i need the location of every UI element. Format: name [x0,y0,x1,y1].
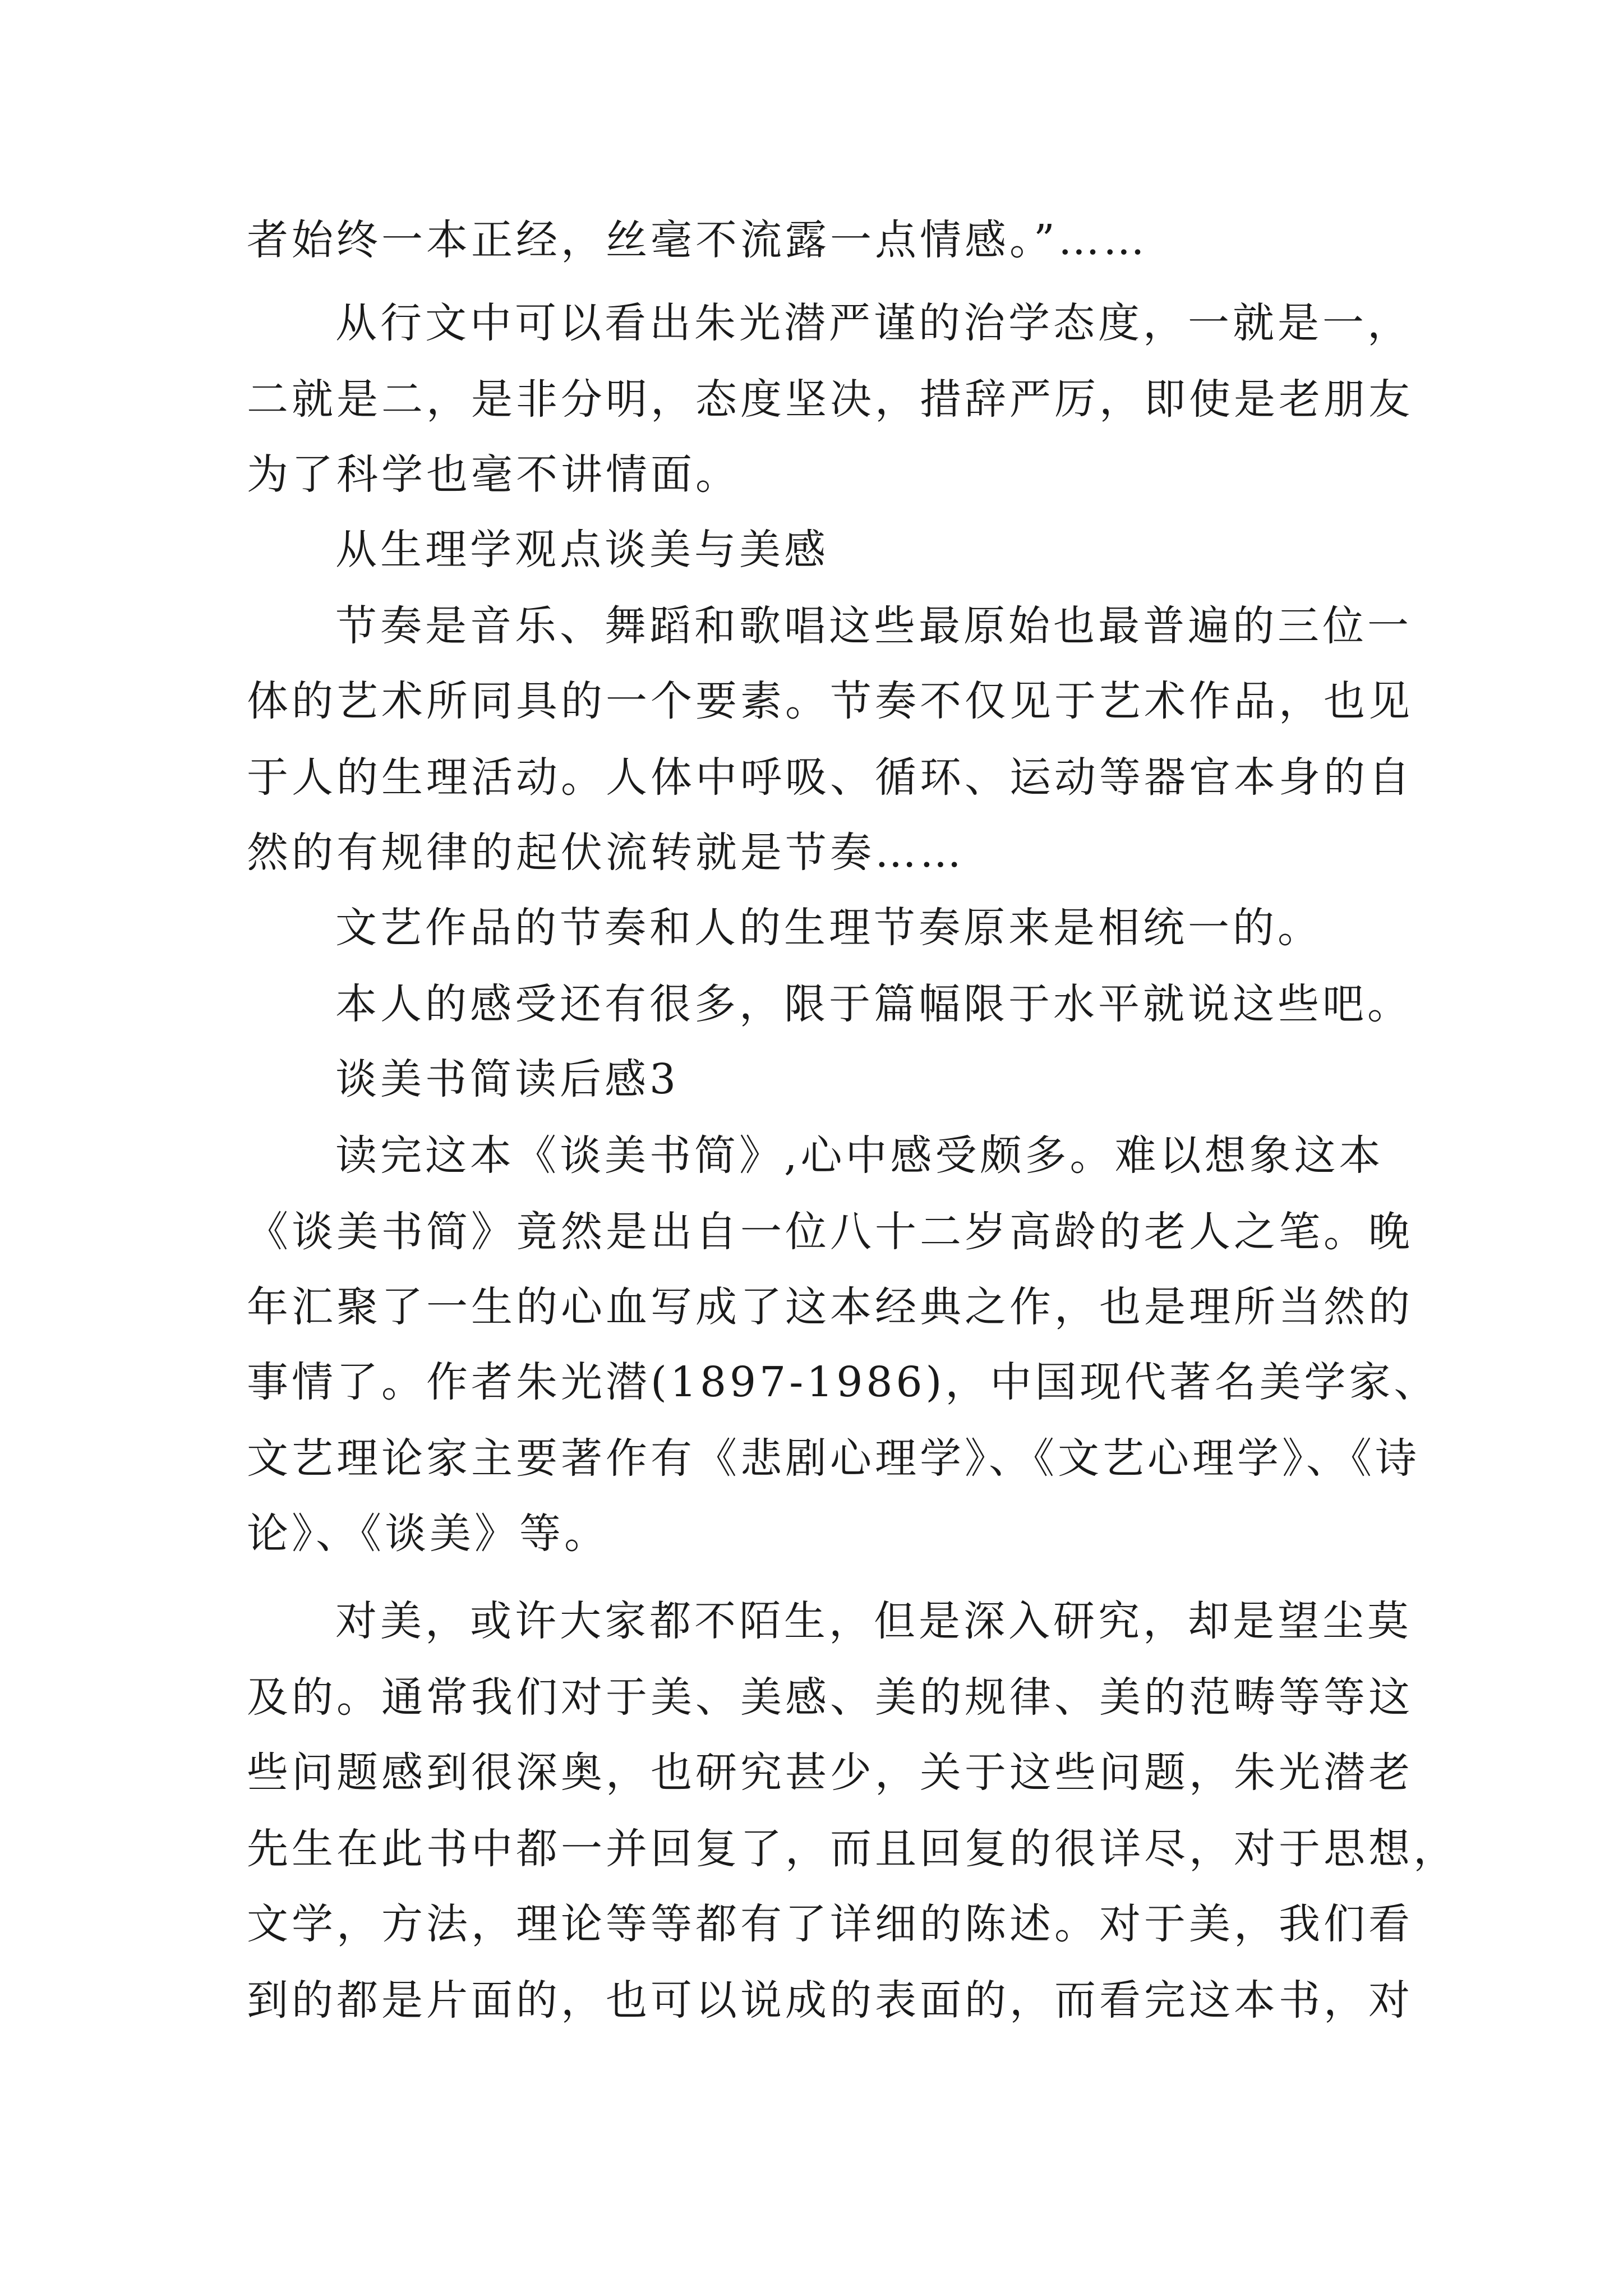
text-line: 论》、《谈美》等。 [247,1510,609,1558]
text-line: 及的。通常我们对于美、美感、美的规律、美的范畴等等这 [247,1673,1413,1722]
text-line: 体的艺术所同具的一个要素。节奏不仅见于艺术作品，也见 [247,677,1413,725]
text-line: 二就是二，是非分明，态度坚决，措辞严厉，即使是老朋友 [247,375,1413,424]
text-line: 节奏是音乐、舞蹈和歌唱这些最原始也最普遍的三位一 [335,602,1412,650]
text-line: 文艺作品的节奏和人的生理节奏原来是相统一的。 [335,904,1322,952]
text-line: 对美，或许大家都不陌生，但是深入研究，却是望尘莫 [335,1597,1412,1645]
text-line: 些问题感到很深奥，也研究甚少，关于这些问题，朱光潜老 [247,1749,1413,1797]
text-line: 文学，方法，理论等等都有了详细的陈述。对于美，我们看 [247,1900,1413,1948]
section-heading: 从生理学观点谈美与美感 [335,526,829,574]
text-line: 事情了。作者朱光潜(1897-1986)，中国现代著名美学家、 [247,1358,1439,1406]
text-line: 然的有规律的起伏流转就是节奏…… [247,829,965,877]
text-line: 文艺理论家主要著作有《悲剧心理学》、《文艺心理学》、《诗 [247,1434,1420,1483]
text-line: 《谈美书简》竟然是出自一位八十二岁高龄的老人之笔。晚 [247,1208,1413,1256]
text-line: 年汇聚了一生的心血写成了这本经典之作，也是理所当然的 [247,1283,1413,1331]
section-heading: 谈美书简读后感3 [335,1055,680,1103]
text-line: 从行文中可以看出朱光潜严谨的治学态度，一就是一， [335,299,1412,347]
text-line: 到的都是片面的，也可以说成的表面的，而看完这本书，对 [247,1976,1413,2024]
text-line: 先生在此书中都一并回复了，而且回复的很详尽，对于思想， [247,1825,1458,1873]
text-line: 为了科学也毫不讲情面。 [247,450,740,499]
text-line: 于人的生理活动。人体中呼吸、循环、运动等器官本身的自 [247,753,1413,802]
text-line: 本人的感受还有很多，限于篇幅限于水平就说这些吧。 [335,980,1412,1028]
text-line: 读完这本《谈美书简》,心中感受颇多。难以想象这本 [335,1131,1384,1180]
text-line: 者始终一本正经，丝毫不流露一点情感。”…… [247,216,1148,264]
